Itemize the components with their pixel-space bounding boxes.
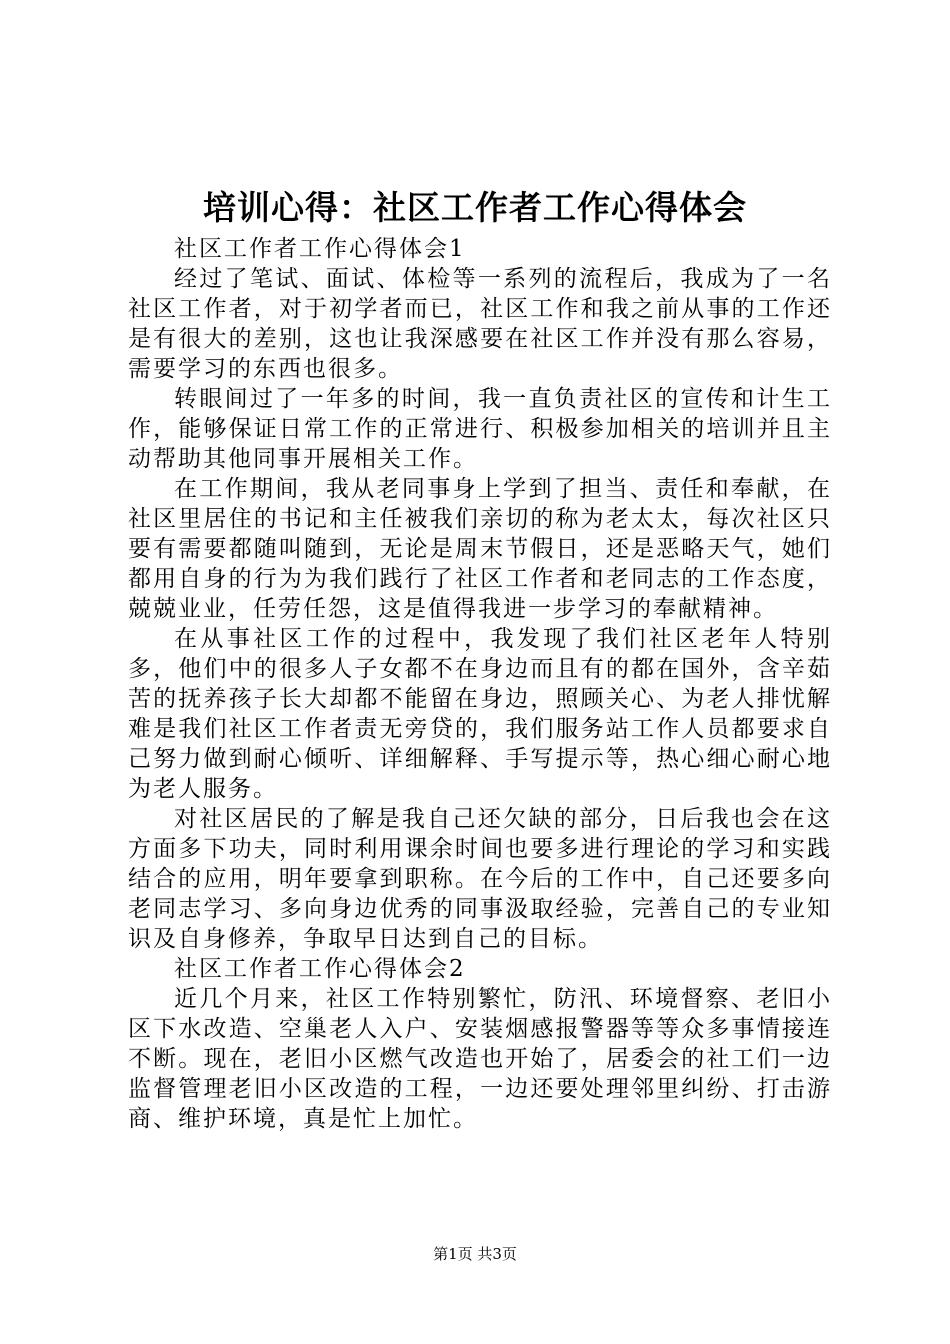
paragraph: 在从事社区工作的过程中，我发现了我们社区老年人特别多，他们中的很多人子女都不在身边而且有的都在国外，含辛茹苦的抚养孩子长大却都不能留在身边，照顾关心、为老人排忧解难是我们社区工作者责无旁贷的，我们服务站工作人员都要求自己努力做到耐心倾听、详细解释、手写提示等，热心细心耐心地为老人服务。 — [128, 626, 832, 802]
document-body — [128, 234, 832, 1134]
paragraph: 近几个月来，社区工作特别繁忙，防汛、环境督察、老旧小区下水改造、空巢老人入户、安装烟感报警器等等众多事情接连不断。现在，老旧小区燃气改造也开始了，居委会的社工们一边监督管理老旧小区改造的工程，一边还要处理邻里纠纷、打击游商、维护环境，真是忙上加忙。 — [128, 986, 832, 1132]
paragraph: 转眼间过了一年多的时间，我一直负责社区的宣传和计生工作，能够保证日常工作的正常进行、积极参加相关的培训并且主动帮助其他同事开展相关工作。 — [128, 386, 832, 472]
section-heading-1: 社区工作者工作心得体会1 — [174, 236, 466, 262]
paragraph: 经过了笔试、面试、体检等一系列的流程后，我成为了一名社区工作者，对于初学者而已，社区工作和我之前从事的工作还是有很大的差别，这也让我深感要在社区工作并没有那么容易，需要学习的东西也很多。 — [128, 266, 832, 382]
paragraph: 对社区居民的了解是我自己还欠缺的部分，日后我也会在这方面多下功夫，同时利用课余时间也要多进行理论的学习和实践结合的应用，明年要拿到职称。在今后的工作中，自己还要多向老同志学习、多向身边优秀的同事汲取经验，完善自己的专业知识及自身修养，争取早日达到自己的目标。 — [128, 806, 832, 952]
page-number-footer: 第1页 共3页 — [433, 1245, 517, 1263]
document-title: 培训心得：社区工作者工作心得体会 — [203, 188, 747, 227]
section-heading-2: 社区工作者工作心得体会2 — [174, 956, 466, 982]
paragraph: 在工作期间，我从老同事身上学到了担当、责任和奉献，在社区里居住的书记和主任被我们亲切的称为老太太，每次社区只要有需要都随叫随到，无论是周末节假日，还是恶略天气，她们都用自身的行为为我们践行了社区工作者和老同志的工作态度，兢兢业业，任劳任怨，这是值得我进一步学习的奉献精神。 — [128, 476, 832, 622]
